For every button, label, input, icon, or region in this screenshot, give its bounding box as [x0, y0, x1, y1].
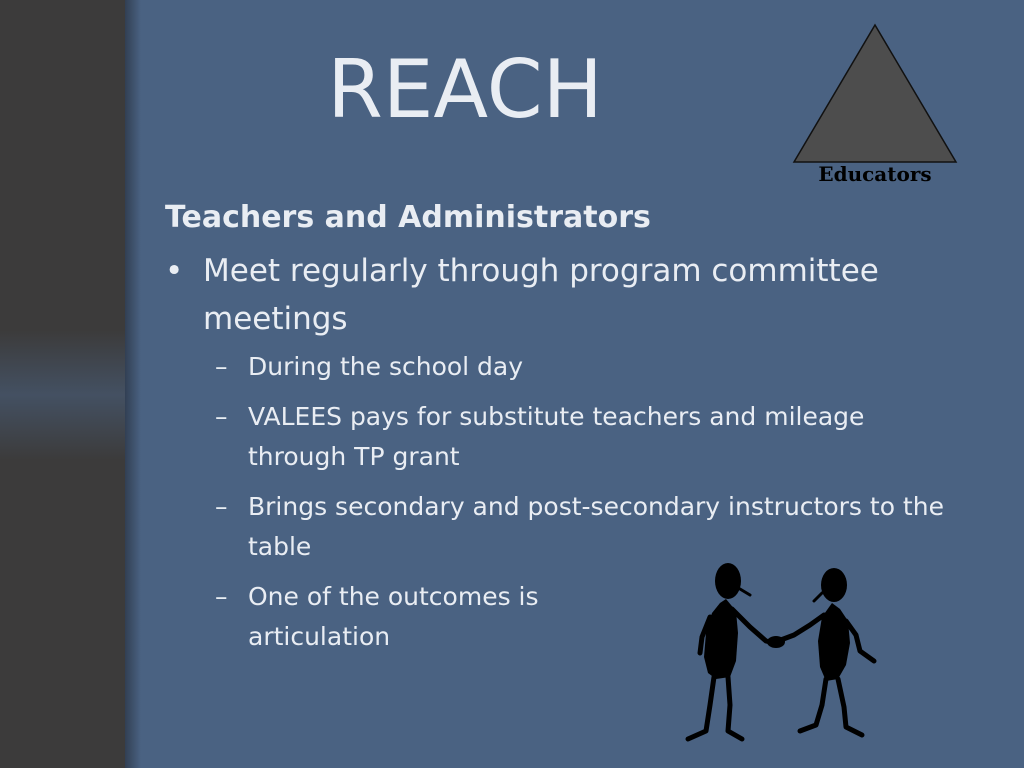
sub-item-text: During the school day — [248, 352, 524, 381]
section-heading: Teachers and Administrators — [165, 200, 651, 235]
bullet-marker: • — [165, 253, 184, 289]
handshake-figures-icon — [670, 555, 890, 750]
sub-marker: – — [215, 582, 228, 611]
side-glow — [0, 330, 125, 460]
sub-item-text: One of the outcomes is articulation — [248, 582, 539, 651]
slide-title: REACH — [327, 43, 603, 136]
sub-item — [215, 397, 968, 477]
side-shadow — [125, 0, 141, 768]
sub-item-text: VALEES pays for substitute teachers and mileage through TP grant — [248, 402, 865, 471]
sub-marker: – — [215, 352, 228, 381]
triangle-shape — [790, 22, 960, 167]
triangle-label: Educators — [818, 162, 932, 186]
bullet-item — [165, 247, 923, 343]
sub-item — [215, 347, 968, 387]
sub-item-text: Brings secondary and post-secondary instructors to the table — [248, 492, 944, 561]
sub-marker: – — [215, 402, 228, 431]
sub-marker: – — [215, 492, 228, 521]
bullet-text: Meet regularly through program committee meetings — [203, 253, 879, 337]
sub-item — [215, 577, 608, 657]
